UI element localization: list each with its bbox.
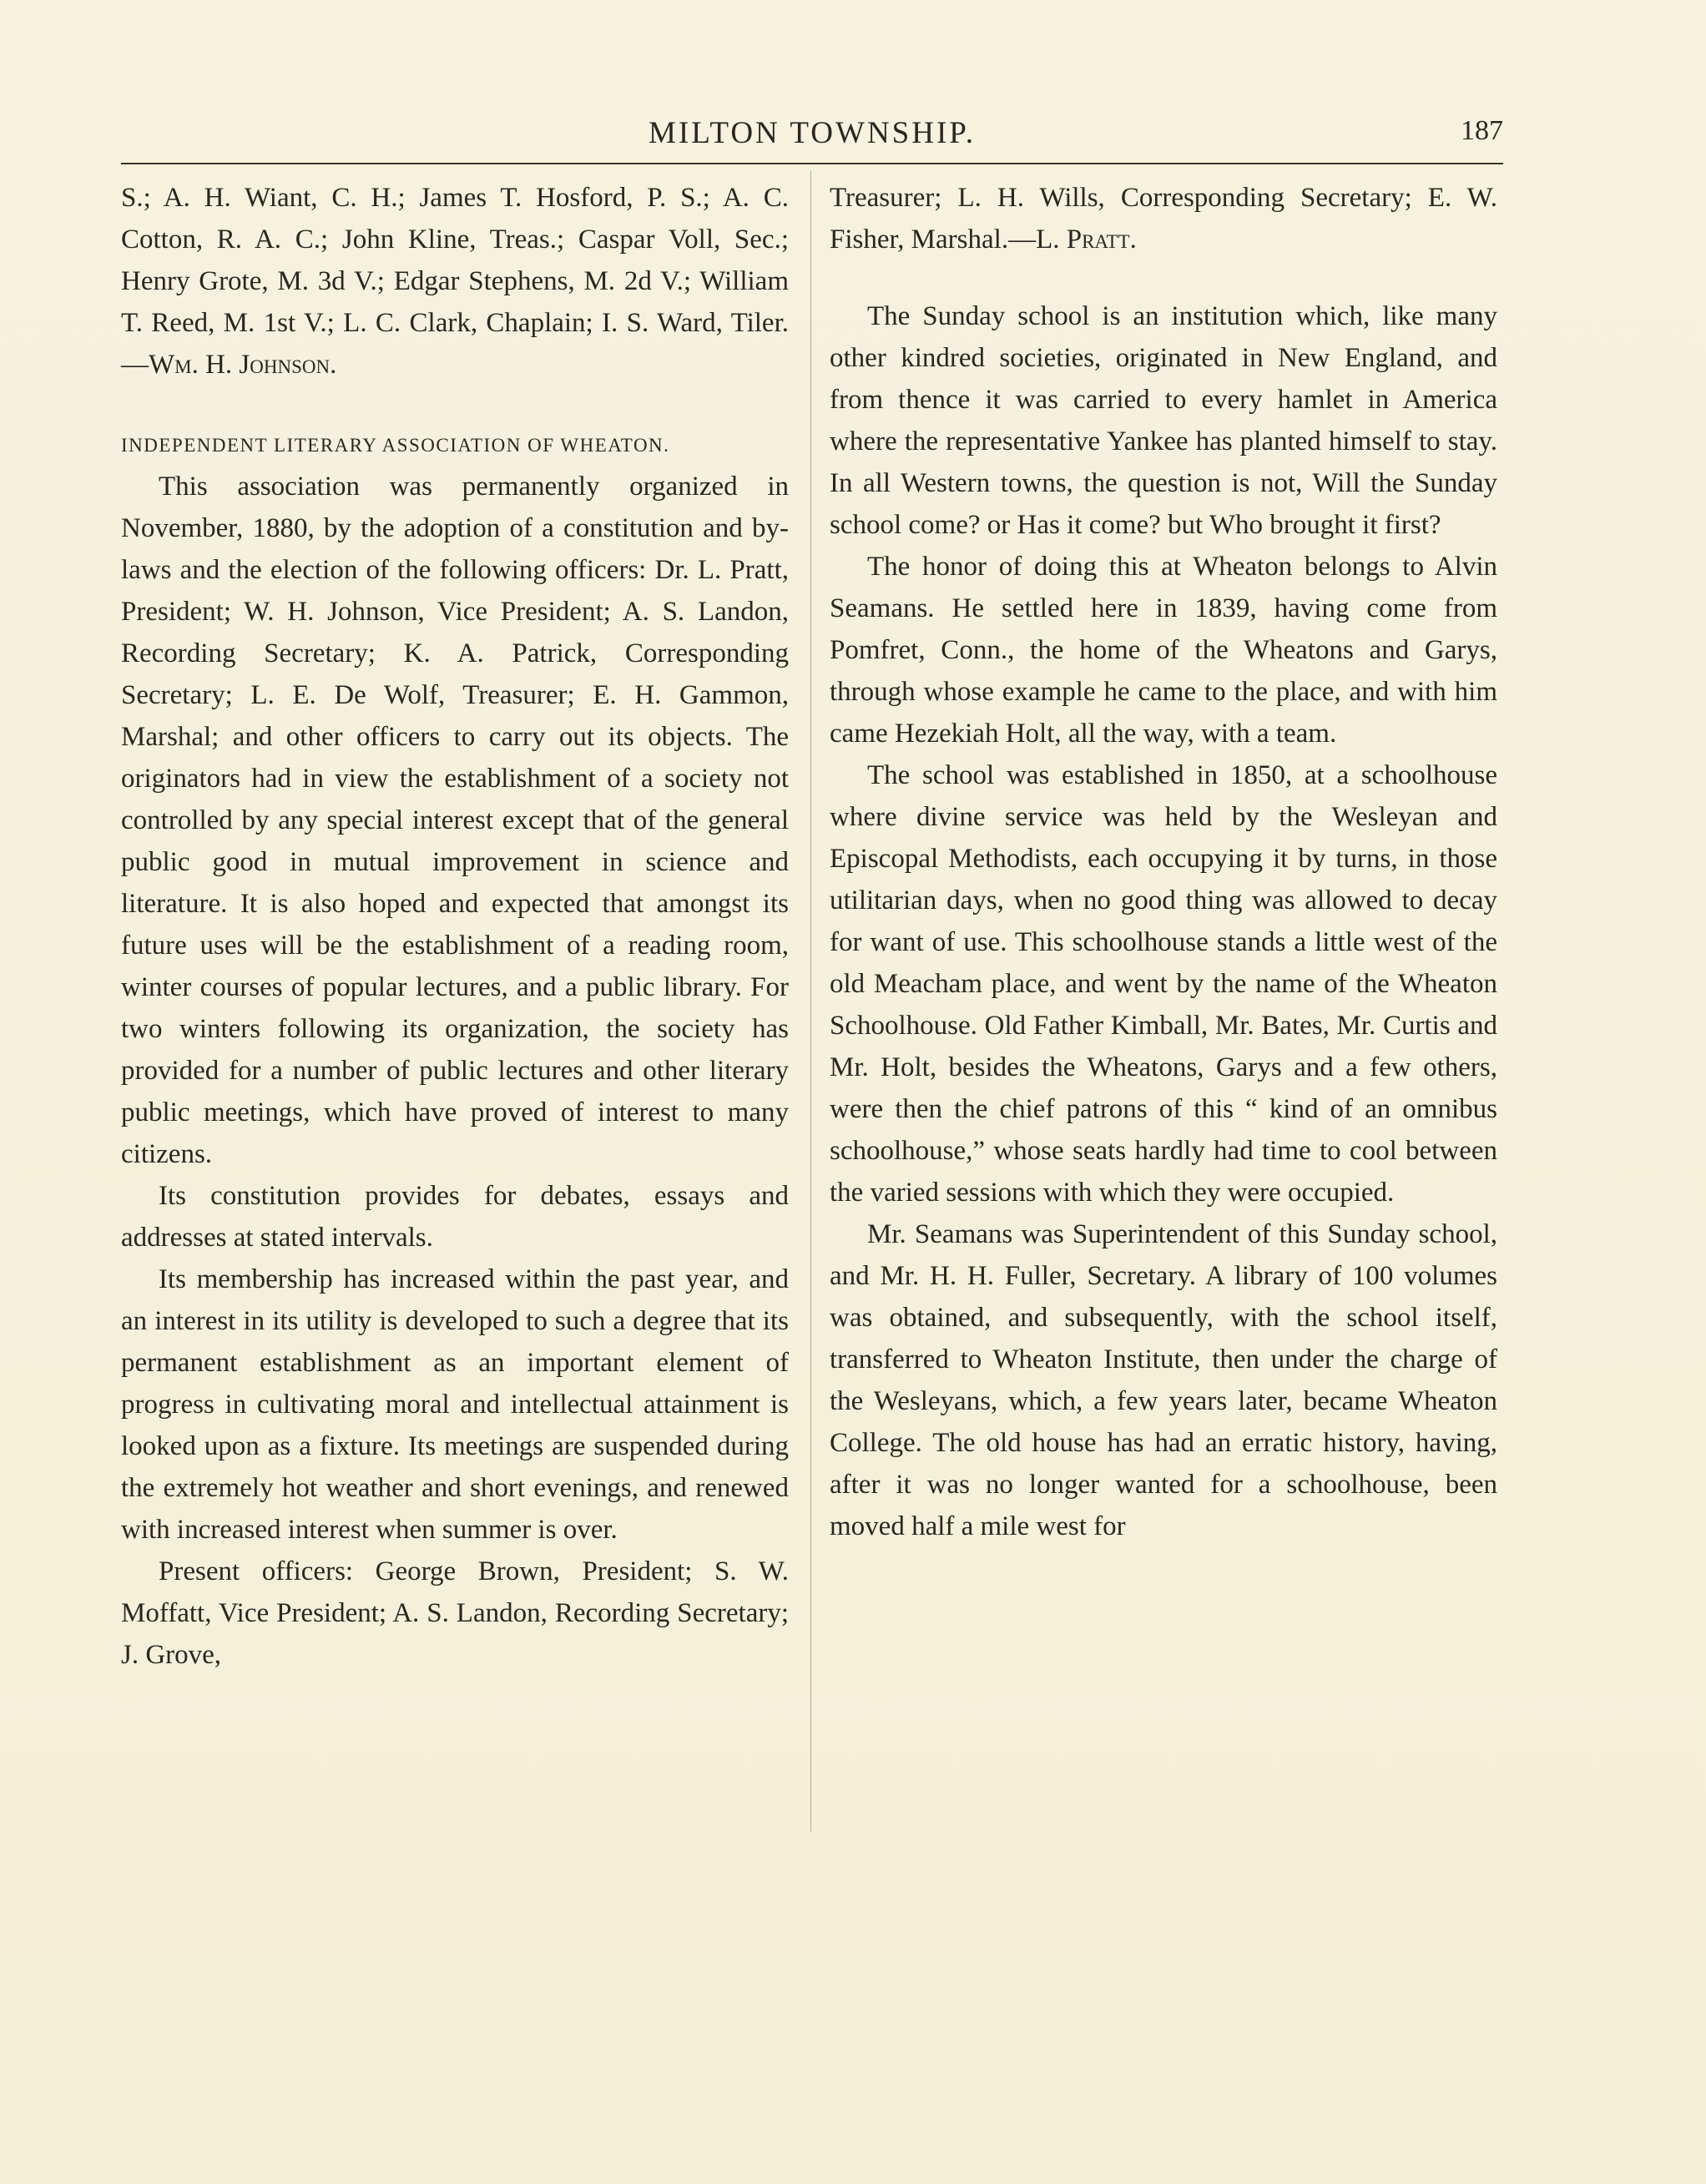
paragraph: Mr. Seamans was Superintendent of this Sunday school, and Mr. H. H. Fuller, Secretary. A library of 100 volumes was obtained, and subsequently, with the school itself, transferred to Wheaton Institute, then under the charge of the Wesleyans, which, a few years later, became Wheaton College. The old house has had an erratic history, having, after it was no longer wanted for a schoolhouse, been moved half a mile west for	[830, 1219, 1497, 1541]
signature: Wm. H. Johnson.	[149, 350, 337, 380]
running-title: MILTON TOWNSHIP.	[648, 116, 977, 150]
right-column	[830, 177, 1497, 1547]
continued-text: Treasurer; L. H. Wills, Corresponding Secretary; E. W. Fisher, Marshal.—	[830, 183, 1497, 255]
section-gap	[830, 260, 1497, 295]
section-heading: INDEPENDENT LITERARY ASSOCIATION OF WHEATON.	[121, 435, 670, 456]
continued-paragraph	[830, 177, 1497, 260]
paragraph: The Sunday school is an institution which, like many other kindred societies, originated in New England, and from thence it was carried to every hamlet in America where the representative Yankee has planted himself to stay. In all Western towns, the question is not, Will the Sunday school come? or Has it come? but Who brought it first?	[830, 301, 1497, 540]
signature: L. Pratt.	[1036, 224, 1137, 255]
paragraph: Present officers: George Brown, President; S. W. Moffatt, Vice President; A. S. Landon, Recording Secretary; J. Grove,	[121, 1556, 789, 1670]
paragraph: The school was established in 1850, at a schoolhouse where divine service was held by the Wesleyan and Episcopal Methodists, each occupying it by turns, in those utilitarian days, when no good thing was allowed to decay for want of use. This schoolhouse stands a little west of the old Meacham place, and went by the name of the Wheaton Schoolhouse. Old Father Kimball, Mr. Bates, Mr. Curtis and Mr. Holt, besides the Wheatons, Garys and a few others, were then the chief patrons of this “ kind of an omnibus schoolhouse,” whose seats hardly had time to cool between the varied sessions with which they were occupied.	[830, 760, 1497, 1208]
header-rule	[121, 163, 1503, 164]
page-header	[121, 115, 1503, 149]
page-number: 187	[1461, 115, 1503, 146]
left-column	[121, 177, 789, 1676]
paragraph: This association was permanently organized in November, 1880, by the adoption of a constitution and by-laws and the election of the following officers: Dr. L. Pratt, President; W. H. Johnson, Vice President; A. S. Landon, Recording Secretary; K. A. Patrick, Corresponding Secretary; L. E. De Wolf, Treasurer; E. H. Gammon, Marshal; and other officers to carry out its objects. The originators had in view the establishment of a society not controlled by any special interest except that of the general public good in mutual improvement in science and literature. It is also hoped and expected that amongst its future uses will be the establishment of a reading room, winter courses of popular lectures, and a public library. For two winters following its organization, the society has provided for a number of public lectures and other literary public meetings, which have proved of interest to many citizens.	[121, 472, 789, 1169]
paragraph: Its constitution provides for debates, essays and addresses at stated intervals.	[121, 1181, 789, 1253]
continued-text: S.; A. H. Wiant, C. H.; James T. Hosford, P. S.; A. C. Cotton, R. A. C.; John Kline, Treas.; Caspar Voll, Sec.; Henry Grote, M. 3d V.; Edgar Stephens, M. 2d V.; William T. Reed, M. 1st V.; L. C. Clark, Chaplain; I. S. Ward, Tiler.—	[121, 183, 789, 380]
paragraph: The honor of doing this at Wheaton belongs to Alvin Seamans. He settled here in 1839, having come from Pomfret, Conn., the home of the Wheatons and Garys, through whose example he came to the place, and with him came Hezekiah Holt, all the way, with a team.	[830, 552, 1497, 749]
column-divider	[810, 171, 811, 1832]
paragraph: Its membership has increased within the past year, and an interest in its utility is developed to such a degree that its permanent establishment as an important element of progress in cultivating moral and intellectual attainment is looked upon as a fixture. Its meetings are suspended during the extremely hot weather and short evenings, and renewed with increased interest when summer is over.	[121, 1264, 789, 1545]
continued-paragraph	[121, 177, 789, 386]
